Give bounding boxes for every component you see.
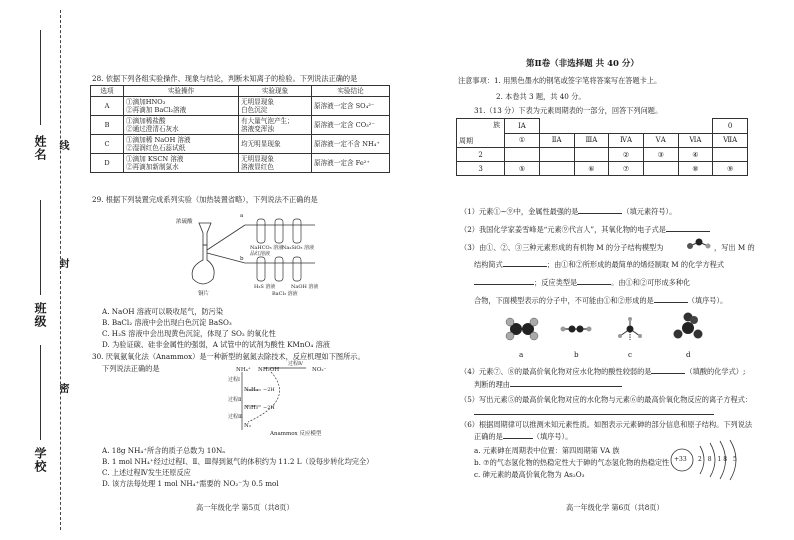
part2-note1: 注意事项：1. 用黑色墨水的钢笔或签字笔将答案写在答题卡上。 (458, 76, 662, 85)
cell (643, 162, 678, 176)
q28-header-operation: 实验操作 (124, 86, 239, 97)
test-tube (257, 219, 265, 243)
q29-label-b: b (240, 256, 244, 262)
molecule-label-c: c (628, 350, 633, 359)
group-0: 0 (713, 119, 748, 134)
corner-group-label: 族 (493, 121, 501, 129)
table-row (91, 97, 390, 116)
row-obs: 无明显现象 (241, 155, 274, 163)
table-row (91, 135, 390, 154)
q31-3f-text: 。由①和②可形成多种化 (611, 278, 691, 287)
q29-label-t1: NaHCO₃ 溶液 (250, 245, 284, 251)
q28-table (90, 85, 390, 173)
q31-3g-text: 合物，下面模型表示的分子中，不可能由①和②形成的是 (474, 296, 654, 305)
q30-option-d: D. 该方法每处理 1 mol NH₄⁺需要的 NO₂⁻为 0.5 mol (102, 479, 279, 488)
line-label: 线 (57, 140, 68, 151)
q30-h2: −2H (263, 405, 275, 411)
row-option: B (91, 116, 124, 135)
element-2: ② (609, 148, 644, 162)
molecule-b (560, 318, 592, 340)
row-obs: 溶液变浑浊 (241, 125, 274, 133)
row-conc: 原溶液一定含 SO₄²⁻ (312, 97, 390, 116)
table-row (91, 154, 390, 173)
row-conc: 原溶液一定含 CO₃²⁻ (312, 116, 390, 135)
element-4: ④ (678, 148, 713, 162)
test-tube (293, 257, 301, 281)
q28-stem: 28. 依据下列各组实验操作、现象与结论，判断未知离子的检验。下列说法正确的是 (92, 74, 358, 83)
element-7: ⑦ (609, 162, 644, 176)
row-op: ①滴加稀盐酸 (126, 117, 166, 125)
q30-p3: 过程Ⅲ (228, 414, 243, 420)
q28-header-option: 选项 (91, 86, 124, 97)
q29-option-b: B. BaCl₂ 溶液中会出现白色沉淀 BaSO₃ (102, 318, 232, 327)
footer-right: 高一年级化学 第6页（共8页） (566, 503, 664, 512)
q31-1 (460, 207, 676, 216)
q31-4 (460, 367, 745, 376)
q29-label-a: a (240, 213, 244, 219)
q29-label-cu: 铜片 (198, 291, 210, 297)
q28-header-observation: 实验现象 (239, 86, 312, 97)
group-7a: ⅦA (713, 133, 748, 148)
q31-1-tail: （填元素符号）。 (622, 207, 677, 216)
q29-option-a: A. NaOH 溶液可以吸收尾气，防污染 (102, 307, 224, 316)
q31-3e-text: ；反应类型是 (534, 278, 578, 287)
molecule-a (505, 316, 539, 342)
q30-p1: 过程Ⅰ (228, 377, 240, 383)
q31-3c (474, 260, 724, 269)
row-op: ①滴加稀 NaOH 溶液 (126, 136, 191, 144)
q28-header-row (91, 86, 390, 97)
q29-option-c: C. H₂S 溶液中会出现黄色沉淀，体现了 SO₂ 的氧化性 (102, 329, 276, 338)
atom-nucleus: +33 (674, 456, 687, 463)
q31-3h-text: （填序号）。 (687, 296, 728, 305)
group-5a: ⅤA (643, 133, 678, 148)
q30-sub: 下列说法正确的是 (102, 364, 160, 373)
test-tube (275, 219, 283, 243)
row-op: ①滴加 KSCN 溶液 (126, 155, 184, 163)
row-op: ①滴加HNO₃ (126, 98, 166, 106)
q31-3d-text: ；由①和②所形成的最简单的烯烃制取 M 的化学方程式 (546, 260, 725, 269)
period-2: 2 (457, 148, 505, 162)
q31-6b-text: 正确的是 (474, 432, 503, 441)
answer-blank[interactable] (510, 386, 622, 387)
q31-4c (474, 380, 622, 389)
element-3: ③ (643, 148, 678, 162)
school-label: 学校 (33, 447, 47, 473)
class-label: 班级 (33, 302, 47, 328)
q30-h1: −2H (263, 387, 275, 393)
cell (539, 148, 574, 162)
q31-3g (474, 296, 727, 305)
q29-label-t5: NaOH 溶液 (291, 284, 319, 290)
q31-3-text: （3）由①、②、③三种元素形成的有机物 M 的分子结构模型为 (460, 243, 664, 252)
q31-3e (474, 278, 690, 287)
q29-label-t1b: 品红溶液 (250, 251, 271, 257)
molecule-m-model (686, 234, 712, 252)
answer-blank[interactable] (578, 213, 622, 214)
row-obs: 溶液显红色 (241, 163, 274, 171)
binding-line (60, 10, 61, 530)
table-row (457, 162, 748, 176)
gap-cell (539, 119, 712, 134)
q31-2 (460, 225, 710, 234)
seal2-label: 密 (57, 383, 68, 394)
q30-p4: 过程Ⅳ (288, 361, 303, 367)
q29-stem: 29. 根据下列装置完成系列实验（加热装置省略），下列说法不正确的是 (92, 195, 318, 204)
q31-2-text: （2）我国化学家姜雪峰是“元素⑨代言人”，其氧化物的电子式是 (460, 225, 666, 234)
element-5: ⑤ (505, 162, 540, 176)
corner-period-label: 周期 (459, 137, 473, 145)
q30-nh2oh: NH₂OH (258, 367, 280, 373)
answer-blank[interactable] (474, 284, 534, 285)
row-op: ②通过澄清石灰水 (126, 125, 179, 133)
part2-title: 第Ⅱ卷（非选择题 共 40 分） (526, 59, 639, 69)
q30-no2: NO₂⁻ (312, 367, 327, 373)
q31-6-option-a: a. 元素砷在周期表中位置：第四周期第 VA 族 (474, 446, 620, 455)
answer-blank[interactable] (503, 438, 533, 439)
element-8: ⑧ (678, 162, 713, 176)
q31-4-tail: （填酸的化学式）; (685, 367, 746, 376)
q31-1-text: （1）元素①~⑨中，金属性最强的是 (460, 207, 579, 216)
test-tube (257, 257, 265, 281)
group-1a: ⅠA (505, 119, 540, 134)
q30-option-a: A. 18g NH₄⁺所含的质子总数为 10Nₐ (102, 446, 226, 455)
row-op: ②再滴加 BaCl₂溶液 (126, 106, 187, 114)
row-conc: 原溶液一定不含 NH₄⁺ (312, 135, 390, 154)
q31-3a (460, 243, 663, 252)
test-tube (293, 219, 301, 243)
cell (713, 148, 748, 162)
group-6a: ⅥA (678, 133, 713, 148)
q30-stem: 30. 厌氧氨氧化法（Anammox）是一种新型的氨氮去除技术，反应机理如下图所示。 (92, 352, 365, 361)
part2-note2: 2. 本卷共 3 题，共 40 分。 (496, 92, 586, 101)
q30-option-c: C. 上述过程Ⅳ发生还原反应 (102, 468, 191, 477)
q29-label-t3: H₂S 溶液 (254, 284, 276, 290)
group-3a: ⅢA (574, 133, 609, 148)
q29-label-t4: BaCl₂ 溶液 (272, 291, 298, 297)
q30-n2h4: N₂H₄ (244, 387, 259, 393)
q31-3c-text: 结构简式 (474, 260, 503, 269)
seal-label: 封 (57, 258, 68, 269)
row-op: ②再滴加新制氯水 (126, 163, 179, 171)
q31-6-option-c: c. 砷元素的最高价氧化物为 As₂O₃ (474, 470, 585, 479)
table-row (91, 116, 390, 135)
q31-4-text: （4）元素⑦、⑧的最高价氧化物对应水化物的酸性较弱的是 (460, 367, 652, 376)
group-2a: ⅡA (539, 133, 574, 148)
answer-blank[interactable] (654, 302, 688, 303)
cell (574, 148, 609, 162)
q31-3b: ，写出 M 的 (714, 243, 755, 252)
element-6: ⑥ (574, 162, 609, 176)
row-obs: 均无明显现象 (239, 135, 312, 154)
q30-nh4: NH₄⁺ (236, 367, 251, 373)
group-4a: ⅣA (609, 133, 644, 148)
cell (505, 148, 540, 162)
molecule-label-a: a (519, 350, 524, 359)
q29-label-t2: Na₂SiO₃ 溶液 (282, 245, 315, 251)
flask (192, 245, 214, 284)
q31-6-option-b: b. ⑦的气态氢化物的热稳定性大于砷的气态氢化物的热稳定性 (474, 458, 670, 467)
molecule-label-b: b (574, 350, 579, 359)
table-row (457, 119, 748, 134)
periodic-table (456, 118, 748, 176)
q31-stem: 31.（13 分）下表为元素周期表的一部分，回答下列问题。 (474, 106, 663, 115)
q28-header-conclusion: 实验结论 (312, 86, 390, 97)
q31-6a: （6）根据周期律可以推测未知元素性质。如图表示元素砷的部分信息和原子结构。下列说法 (460, 420, 753, 429)
q29-option-d: D. 为验证碳、硅非金属性的强弱，A 试管中的试剂为酸性 KMnO₄ 溶液 (102, 340, 330, 349)
molecule-label-d: d (686, 350, 691, 359)
atom-shells: 2 8 18 5 (698, 456, 739, 463)
cell (539, 162, 574, 176)
tube-a (207, 225, 245, 250)
q31-6c-text: （填序号）。 (532, 432, 573, 441)
q31-5: （5）写出元素⑤的最高价氧化物对应的水化物与元素⑥的最高价氧化物反应的离子方程式： (460, 395, 753, 404)
row-option: A (91, 97, 124, 116)
name-label: 姓名 (33, 135, 47, 161)
name-field[interactable] (40, 30, 41, 125)
q30-n2h2: N₂H₂ (244, 405, 259, 411)
table-row (457, 148, 748, 162)
answer-blank[interactable] (666, 231, 710, 232)
answer-blank[interactable] (577, 284, 611, 285)
corner-cell (457, 119, 505, 148)
row-option: C (91, 135, 124, 154)
row-obs: 有大量气泡产生； (241, 117, 294, 125)
row-obs: 白色沉淀 (241, 106, 268, 114)
element-9: ⑨ (713, 162, 748, 176)
row-op: ②湿润红色石蕊试纸 (126, 144, 186, 152)
funnel (199, 223, 211, 245)
period-3: 3 (457, 162, 505, 176)
row-option: D (91, 154, 124, 173)
row-obs: 无明显现象 (241, 98, 274, 106)
molecule-d (672, 312, 704, 344)
school-field[interactable] (40, 345, 41, 440)
test-tube (275, 257, 283, 281)
footer-left: 高一年级化学 第5页（共8页） (196, 503, 294, 512)
answer-blank[interactable] (503, 266, 547, 267)
answer-blank[interactable] (651, 373, 685, 374)
row-conc: 原溶液一定含 Fe²⁺ (312, 154, 390, 173)
class-field[interactable] (40, 200, 41, 295)
q30-caption: Anammox 反应模型 (270, 431, 322, 437)
q31-5-blank[interactable] (474, 414, 714, 415)
element-1: ① (505, 133, 540, 148)
q30-p2: 过程Ⅱ (228, 397, 242, 403)
q31-6b (474, 432, 572, 441)
q30-option-b: B. 1 mol NH₄⁺经过过程Ⅰ、Ⅱ、Ⅲ得到氮气的体积约为 11.2 L（设每步转化均完全） (102, 457, 374, 466)
q30-n2: N₂ (244, 423, 252, 429)
q31-4c-text: 判断的理由 (474, 380, 510, 389)
q29-label-acid: 浓硫酸 (176, 219, 193, 225)
molecule-c (615, 316, 645, 342)
